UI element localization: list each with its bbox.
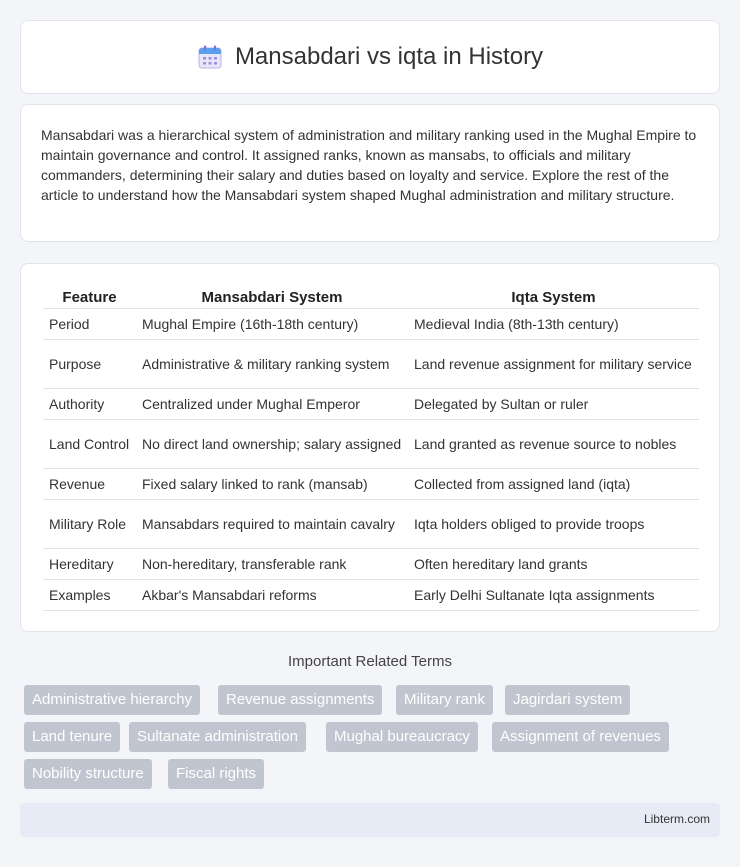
table-cell: Mughal Empire (16th-18th century) xyxy=(136,309,408,340)
tag-revenue-assignments[interactable]: Revenue assignments xyxy=(218,685,382,715)
table-row xyxy=(43,420,699,469)
tag-fiscal-rights[interactable]: Fiscal rights xyxy=(168,759,264,789)
table-cell: Fixed salary linked to rank (mansab) xyxy=(136,469,408,500)
tag-military-rank[interactable]: Military rank xyxy=(396,685,493,715)
table-row xyxy=(43,389,699,420)
table-row xyxy=(43,549,699,580)
tag-jagirdari-system[interactable]: Jagirdari system xyxy=(505,685,630,715)
tag-assignment-of-revenues[interactable]: Assignment of revenues xyxy=(492,722,669,752)
column-header-mansabdari: Mansabdari System xyxy=(136,284,408,309)
tag-nobility-structure[interactable]: Nobility structure xyxy=(24,759,152,789)
header-card xyxy=(20,20,720,94)
related-terms-title: Important Related Terms xyxy=(288,653,452,670)
intro-card xyxy=(20,104,720,242)
table-cell: Revenue xyxy=(43,469,136,500)
table-cell: Non-hereditary, transferable rank xyxy=(136,549,408,580)
table-cell: Authority xyxy=(43,389,136,420)
comparison-table xyxy=(43,284,699,611)
table-row xyxy=(43,580,699,611)
tag-administrative-hierarchy[interactable]: Administrative hierarchy xyxy=(24,685,200,715)
calendar-icon xyxy=(197,44,223,70)
table-row xyxy=(43,340,699,389)
table-row xyxy=(43,309,699,340)
table-cell: Often hereditary land grants xyxy=(408,549,699,580)
table-cell: Iqta holders obliged to provide troops xyxy=(408,500,699,549)
table-cell: Administrative & military ranking system xyxy=(136,340,408,389)
table-row xyxy=(43,500,699,549)
table-cell: Purpose xyxy=(43,340,136,389)
column-header-feature: Feature xyxy=(43,284,136,309)
table-cell: Land Control xyxy=(43,420,136,469)
comparison-table-card xyxy=(20,263,720,632)
column-header-iqta: Iqta System xyxy=(408,284,699,309)
table-cell: No direct land ownership; salary assigned xyxy=(136,420,408,469)
table-cell: Collected from assigned land (iqta) xyxy=(408,469,699,500)
table-cell: Period xyxy=(43,309,136,340)
table-cell: Examples xyxy=(43,580,136,611)
intro-text: Mansabdari was a hierarchical system of administration and military ranking used in the Mughal Empire to maintain governance and control. It assigned ranks, known as mansabs, to officials and military commanders, determining their salary and duties based on loyalty and service. Explore the rest of the article to understand how the Mansabdari system shaped Mughal administration and military structure. xyxy=(41,127,697,203)
tag-mughal-bureaucracy[interactable]: Mughal bureaucracy xyxy=(326,722,478,752)
table-cell: Medieval India (8th-13th century) xyxy=(408,309,699,340)
footer xyxy=(20,803,720,837)
table-cell: Mansabdars required to maintain cavalry xyxy=(136,500,408,549)
table-cell: Centralized under Mughal Emperor xyxy=(136,389,408,420)
table-cell: Military Role xyxy=(43,500,136,549)
tag-land-tenure[interactable]: Land tenure xyxy=(24,722,120,752)
table-cell: Akbar's Mansabdari reforms xyxy=(136,580,408,611)
table-cell: Delegated by Sultan or ruler xyxy=(408,389,699,420)
table-row xyxy=(43,469,699,500)
table-cell: Hereditary xyxy=(43,549,136,580)
table-cell: Early Delhi Sultanate Iqta assignments xyxy=(408,580,699,611)
table-cell: Land revenue assignment for military service xyxy=(408,340,699,389)
tag-sultanate-administration[interactable]: Sultanate administration xyxy=(129,722,306,752)
footer-site-link[interactable]: Libterm.com xyxy=(643,812,710,826)
page-title: Mansabdari vs iqta in History xyxy=(234,43,544,70)
table-header-row xyxy=(43,284,699,309)
table-cell: Land granted as revenue source to nobles xyxy=(408,420,699,469)
